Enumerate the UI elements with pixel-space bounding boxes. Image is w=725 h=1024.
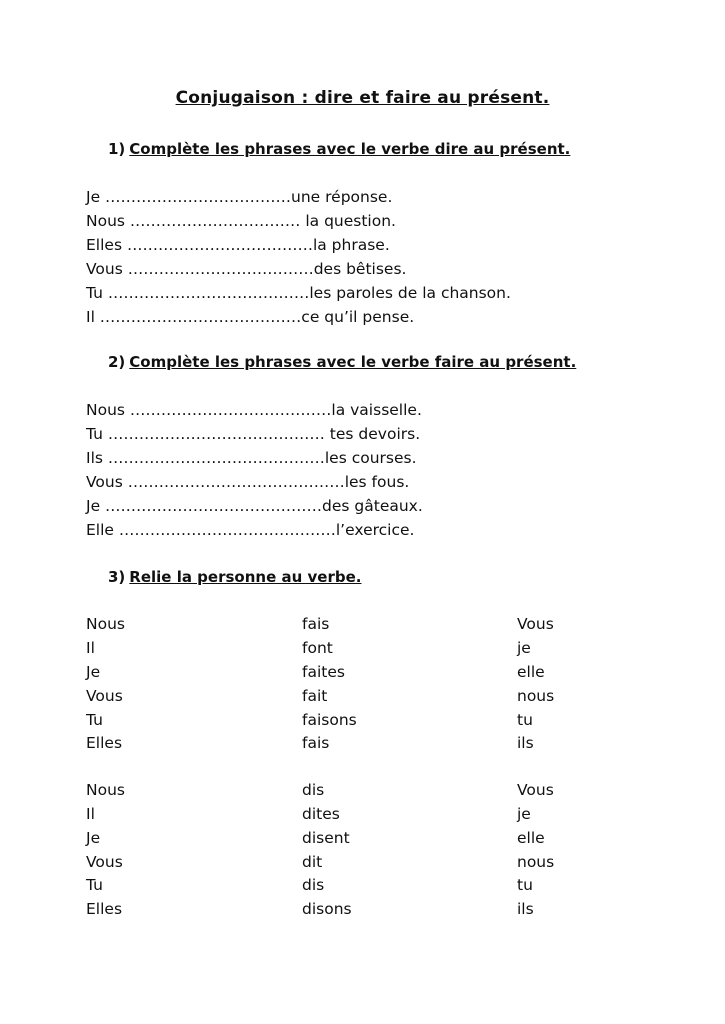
pronoun-right: tu — [517, 876, 533, 894]
section-3-number: 3) — [108, 568, 126, 586]
exercise-1-sentence: Nous …………………………… la question. — [86, 212, 396, 230]
exercise-2-sentence: Elle ……………………………………l’exercice. — [86, 521, 415, 539]
section-1-heading — [108, 140, 570, 158]
verb-form: dis — [302, 876, 325, 894]
pronoun-left: Je — [86, 663, 101, 681]
pronoun-right: Vous — [517, 781, 554, 799]
pronoun-right: elle — [517, 829, 545, 847]
verb-form: disons — [302, 900, 352, 918]
verb-form: fais — [302, 734, 330, 752]
section-2-heading — [108, 353, 576, 371]
page-title: Conjugaison : dire et faire au présent. — [175, 88, 550, 108]
verb-form: dites — [302, 805, 340, 823]
pronoun-right: je — [517, 805, 531, 823]
pronoun-right: ils — [517, 900, 534, 918]
pronoun-right: Vous — [517, 615, 554, 633]
pronoun-left: Vous — [86, 853, 123, 871]
pronoun-left: Vous — [86, 687, 123, 705]
section-1-instruction: Complète les phrases avec le verbe dire au présent. — [129, 140, 571, 158]
verb-form: disent — [302, 829, 350, 847]
pronoun-left: Il — [86, 639, 95, 657]
exercise-2-sentence: Vous ……………………………………les fous. — [86, 473, 410, 491]
verb-form: dit — [302, 853, 323, 871]
pronoun-left: Elles — [86, 900, 123, 918]
pronoun-right: tu — [517, 711, 533, 729]
pronoun-left: Il — [86, 805, 95, 823]
exercise-2-sentence: Tu …………………………………… tes devoirs. — [86, 425, 421, 443]
verb-form: font — [302, 639, 333, 657]
pronoun-left: Elles — [86, 734, 123, 752]
verb-form: fait — [302, 687, 328, 705]
pronoun-right: elle — [517, 663, 545, 681]
verb-form: faisons — [302, 711, 357, 729]
section-1-number: 1) — [108, 140, 126, 158]
exercise-1-sentence: Vous ………………………………des bêtises. — [86, 260, 407, 278]
exercise-2-sentence: Je ……………………………………des gâteaux. — [86, 497, 423, 515]
section-3-instruction: Relie la personne au verbe. — [129, 568, 362, 586]
exercise-1-sentence: Tu …………………………………les paroles de la chanson. — [86, 284, 511, 302]
pronoun-left: Nous — [86, 615, 125, 633]
exercise-2-sentence: Ils ……………………………………les courses. — [86, 449, 417, 467]
verb-form: faites — [302, 663, 345, 681]
pronoun-right: nous — [517, 853, 555, 871]
exercise-1-sentence: Il …………………………………ce qu’il pense. — [86, 308, 415, 326]
section-3-heading — [108, 568, 361, 586]
pronoun-left: Je — [86, 829, 101, 847]
pronoun-right: je — [517, 639, 531, 657]
exercise-2-sentence: Nous …………………………………la vaisselle. — [86, 401, 422, 419]
exercise-1-sentence: Elles ………………………………la phrase. — [86, 236, 390, 254]
pronoun-left: Tu — [86, 711, 103, 729]
verb-form: fais — [302, 615, 330, 633]
pronoun-right: nous — [517, 687, 555, 705]
pronoun-right: ils — [517, 734, 534, 752]
exercise-1-sentence: Je ………………………………une réponse. — [86, 188, 393, 206]
pronoun-left: Tu — [86, 876, 103, 894]
verb-form: dis — [302, 781, 325, 799]
section-2-number: 2) — [108, 353, 126, 371]
pronoun-left: Nous — [86, 781, 125, 799]
section-2-instruction: Complète les phrases avec le verbe faire au présent. — [129, 353, 577, 371]
